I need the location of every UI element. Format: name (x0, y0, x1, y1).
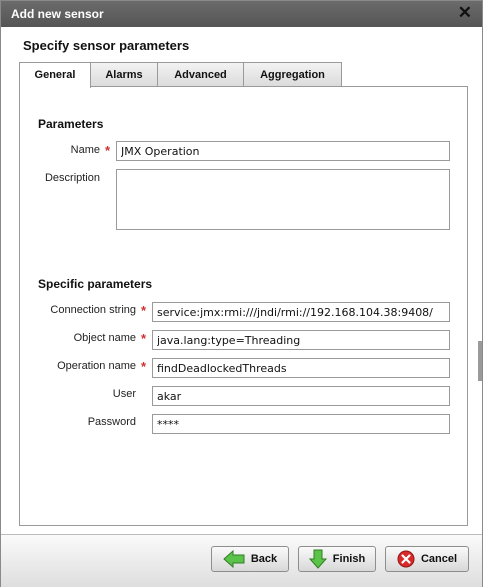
required-marker: * (141, 331, 147, 346)
dialog-footer (1, 534, 482, 587)
arrow-left-icon (223, 550, 245, 568)
password-field[interactable] (152, 414, 450, 434)
cancel-button-label: Cancel (420, 553, 458, 565)
object-name-field[interactable] (152, 330, 450, 350)
cancel-icon (397, 550, 415, 568)
required-marker: * (105, 143, 111, 158)
required-marker: * (141, 359, 147, 374)
dialog-title: Add new sensor (11, 7, 104, 21)
name-label: Name (70, 144, 100, 156)
close-icon[interactable]: ✕ (457, 3, 472, 22)
tab-alarms[interactable]: Alarms (90, 62, 158, 86)
password-label: Password (87, 416, 136, 428)
object-name-label: Object name (73, 332, 136, 344)
operation-name-field[interactable] (152, 358, 450, 378)
description-label: Description (44, 172, 100, 184)
tab-general[interactable]: General (19, 62, 91, 88)
user-label: User (112, 388, 136, 400)
arrow-down-icon (309, 549, 327, 569)
finish-button[interactable] (298, 546, 376, 572)
user-field[interactable] (152, 386, 450, 406)
back-button[interactable] (211, 546, 289, 572)
name-field[interactable] (116, 141, 450, 161)
page-title: Specify sensor parameters (23, 38, 190, 53)
section-specific-parameters: Specific parameters (38, 277, 153, 291)
general-tab-panel (19, 86, 468, 526)
dialog-titlebar[interactable] (1, 1, 482, 27)
operation-name-label: Operation name (57, 360, 136, 372)
connection-string-field[interactable] (152, 302, 450, 322)
tab-aggregation[interactable]: Aggregation (243, 62, 342, 86)
section-parameters: Parameters (38, 117, 104, 131)
tab-advanced[interactable]: Advanced (157, 62, 244, 86)
finish-button-label: Finish (332, 553, 366, 565)
connection-string-label: Connection string (50, 304, 136, 316)
scrollbar-thumb[interactable] (478, 341, 482, 381)
cancel-button[interactable] (385, 546, 469, 572)
back-button-label: Back (250, 553, 278, 565)
required-marker: * (141, 303, 147, 318)
description-field[interactable] (116, 169, 450, 230)
